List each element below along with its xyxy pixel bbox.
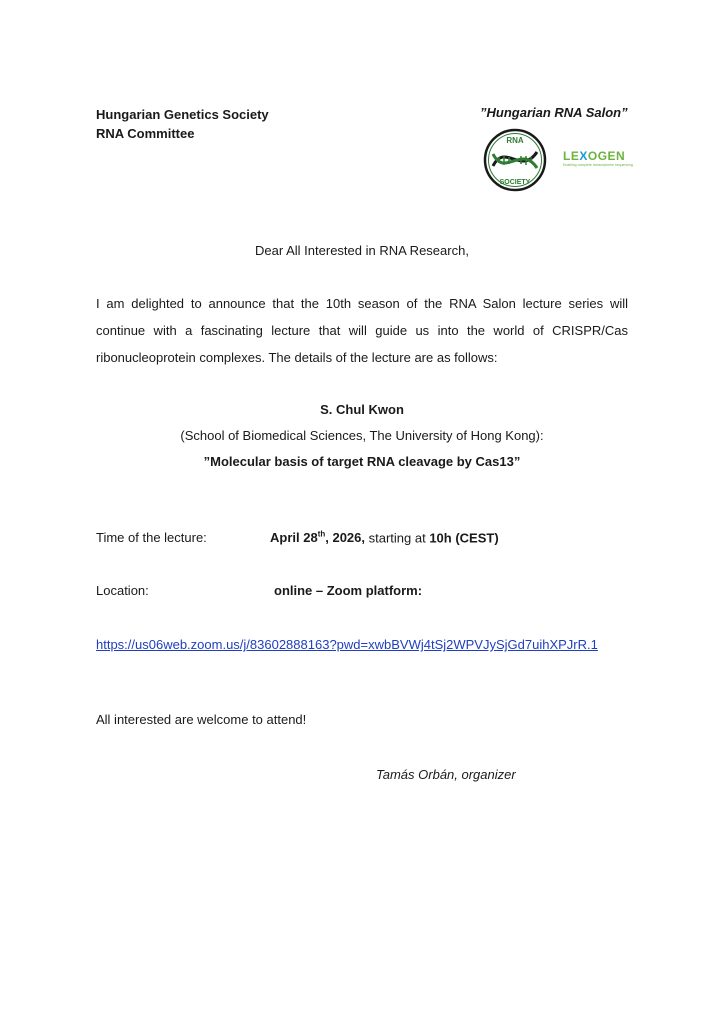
- lexogen-wordmark: [563, 150, 631, 163]
- rna-logo-bottom-text: SOCIETY: [499, 179, 531, 186]
- time-label: Time of the lecture:: [96, 530, 207, 545]
- committee-name: RNA Committee: [96, 126, 195, 141]
- lexogen-word-part: LE: [563, 149, 580, 163]
- series-title: ”Hungarian RNA Salon”: [480, 105, 628, 120]
- closing-line: All interested are welcome to attend!: [96, 712, 307, 727]
- intro-paragraph: [96, 290, 628, 371]
- zoom-meeting-link[interactable]: https://us06web.zoom.us/j/83602888163?pwd=xwbBVWj4tSj2WPVJySjGd7uihXPJrR.1: [96, 637, 598, 652]
- lexogen-logo: [563, 150, 631, 174]
- intro-line: ribonucleoprotein complexes. The details of the lecture are as follows:: [96, 350, 498, 365]
- rna-logo-top-text: RNA: [506, 136, 524, 145]
- organization-name: Hungarian Genetics Society: [96, 107, 269, 122]
- organization-block: [96, 105, 269, 143]
- lexogen-word-x: X: [579, 149, 588, 163]
- intro-line: I am delighted to announce that the 10th season of the RNA Salon lecture series will: [96, 296, 628, 311]
- location-label: Location:: [96, 583, 149, 598]
- greeting: Dear All Interested in RNA Research,: [255, 243, 469, 258]
- rna-society-logo: [483, 128, 547, 192]
- intro-line: continue with a fascinating lecture that will guide us into the world of CRISPR/Cas: [96, 323, 628, 338]
- lexogen-tagline: Enabling complete transcriptome sequencing: [563, 163, 633, 167]
- time-hour: 10h (CEST): [429, 530, 499, 546]
- date-main: April 28: [270, 530, 318, 546]
- date-year: , 2026,: [325, 530, 366, 546]
- time-mid-text: starting at: [365, 530, 430, 546]
- speaker-affiliation: (School of Biomedical Sciences, The University of Hong Kong):: [180, 428, 544, 443]
- location-value: online – Zoom platform:: [274, 583, 423, 598]
- speaker-name: S. Chul Kwon: [320, 402, 404, 417]
- lexogen-word-part: OGEN: [587, 149, 626, 163]
- rna-society-logo-icon: [483, 128, 547, 192]
- date-suffix: th: [317, 530, 326, 539]
- lecture-title: ”Molecular basis of target RNA cleavage by Cas13”: [203, 454, 521, 469]
- time-value: [270, 530, 499, 545]
- signature: Tamás Orbán, organizer: [376, 767, 516, 782]
